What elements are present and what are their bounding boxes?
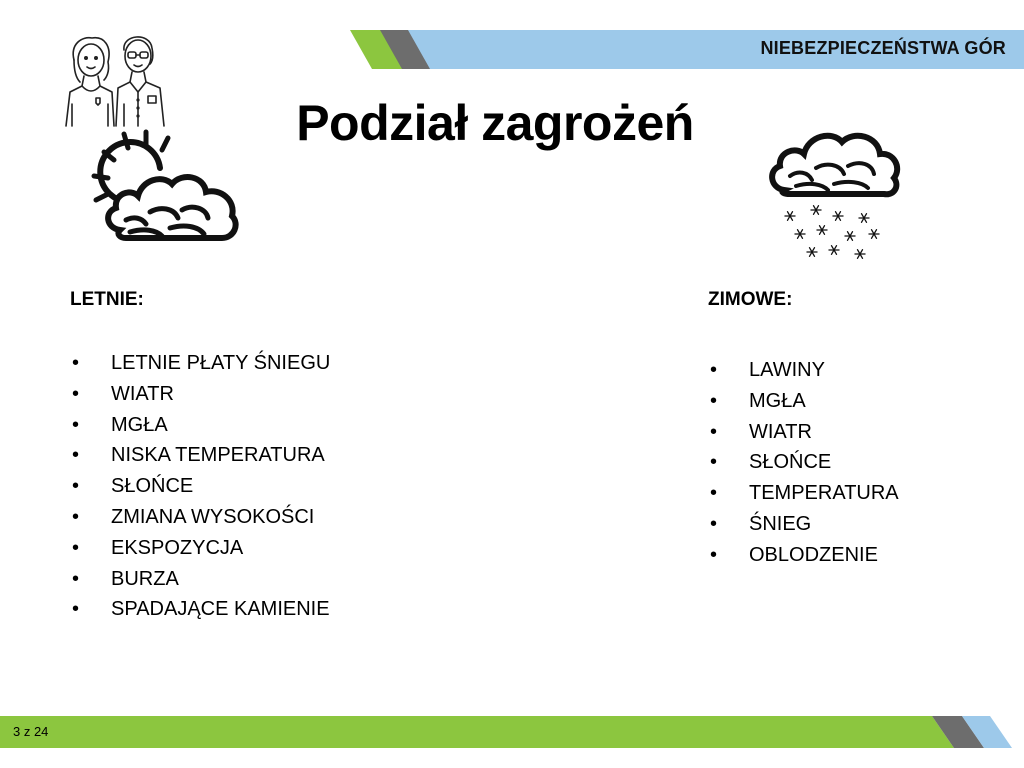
bullet-icon: • (710, 512, 718, 535)
bullet-icon: • (710, 359, 718, 381)
list-item-label: OBLODZENIE (749, 543, 878, 566)
list-item-label: NISKA TEMPERATURA (111, 444, 325, 467)
summer-hazards-list (70, 348, 330, 625)
list-item (708, 509, 899, 540)
list-item-label: TEMPERATURA (749, 482, 899, 505)
page-number: 3 z 24 (13, 724, 49, 739)
list-item-label: ŚNIEG (749, 512, 812, 535)
list-item (70, 348, 330, 379)
list-item-label: WIATR (749, 420, 812, 443)
list-item (70, 410, 330, 441)
list-item (708, 355, 899, 386)
winter-heading: ZIMOWE: (708, 289, 793, 310)
winter-hazards-column (708, 289, 899, 571)
snow-cloud-icon (766, 122, 902, 262)
list-item (70, 440, 330, 471)
list-item-label: MGŁA (111, 413, 168, 436)
list-item (70, 564, 330, 595)
bullet-icon: • (710, 451, 718, 474)
list-item (70, 533, 330, 564)
bullet-icon: • (72, 598, 80, 621)
list-item-label: LAWINY (749, 359, 825, 381)
list-item (708, 447, 899, 478)
bullet-icon: • (72, 505, 80, 528)
bullet-icon: • (710, 389, 718, 412)
list-item (70, 379, 330, 410)
sun-behind-cloud-icon (90, 128, 242, 248)
bullet-icon: • (710, 543, 718, 566)
winter-hazards-list (708, 355, 899, 571)
list-item-label: SŁOŃCE (111, 475, 194, 498)
slide-title: Podział zagrożeń (296, 95, 694, 151)
bullet-icon: • (710, 420, 718, 443)
bullet-icon: • (72, 444, 80, 467)
header-title: NIEBEZPIECZEŃSTWA GÓR (760, 38, 1006, 58)
list-item-label: EKSPOZYCJA (111, 536, 244, 559)
summer-heading: LETNIE: (70, 289, 144, 310)
bullet-icon: • (72, 475, 80, 498)
bullet-icon: • (72, 567, 80, 590)
list-item-label: ZMIANA WYSOKOŚCI (111, 505, 315, 528)
bullet-icon: • (72, 382, 80, 405)
list-item (70, 594, 330, 625)
footer-stripes (0, 712, 1024, 752)
bullet-icon: • (72, 352, 80, 374)
bullet-icon: • (72, 413, 80, 436)
footer-band (0, 712, 1024, 752)
list-item-label: MGŁA (749, 389, 806, 412)
list-item (708, 478, 899, 509)
list-item (708, 417, 899, 448)
bullet-icon: • (72, 536, 80, 559)
summer-hazards-column (70, 289, 330, 625)
list-item (70, 502, 330, 533)
list-item (70, 471, 330, 502)
list-item (708, 540, 899, 571)
list-item-label: SŁOŃCE (749, 451, 832, 474)
list-item-label: SPADAJĄCE KAMIENIE (111, 598, 330, 621)
list-item-label: BURZA (111, 567, 179, 590)
bullet-icon: • (710, 482, 718, 505)
list-item-label: WIATR (111, 382, 174, 405)
list-item (708, 386, 899, 417)
list-item-label: LETNIE PŁATY ŚNIEGU (111, 352, 331, 374)
